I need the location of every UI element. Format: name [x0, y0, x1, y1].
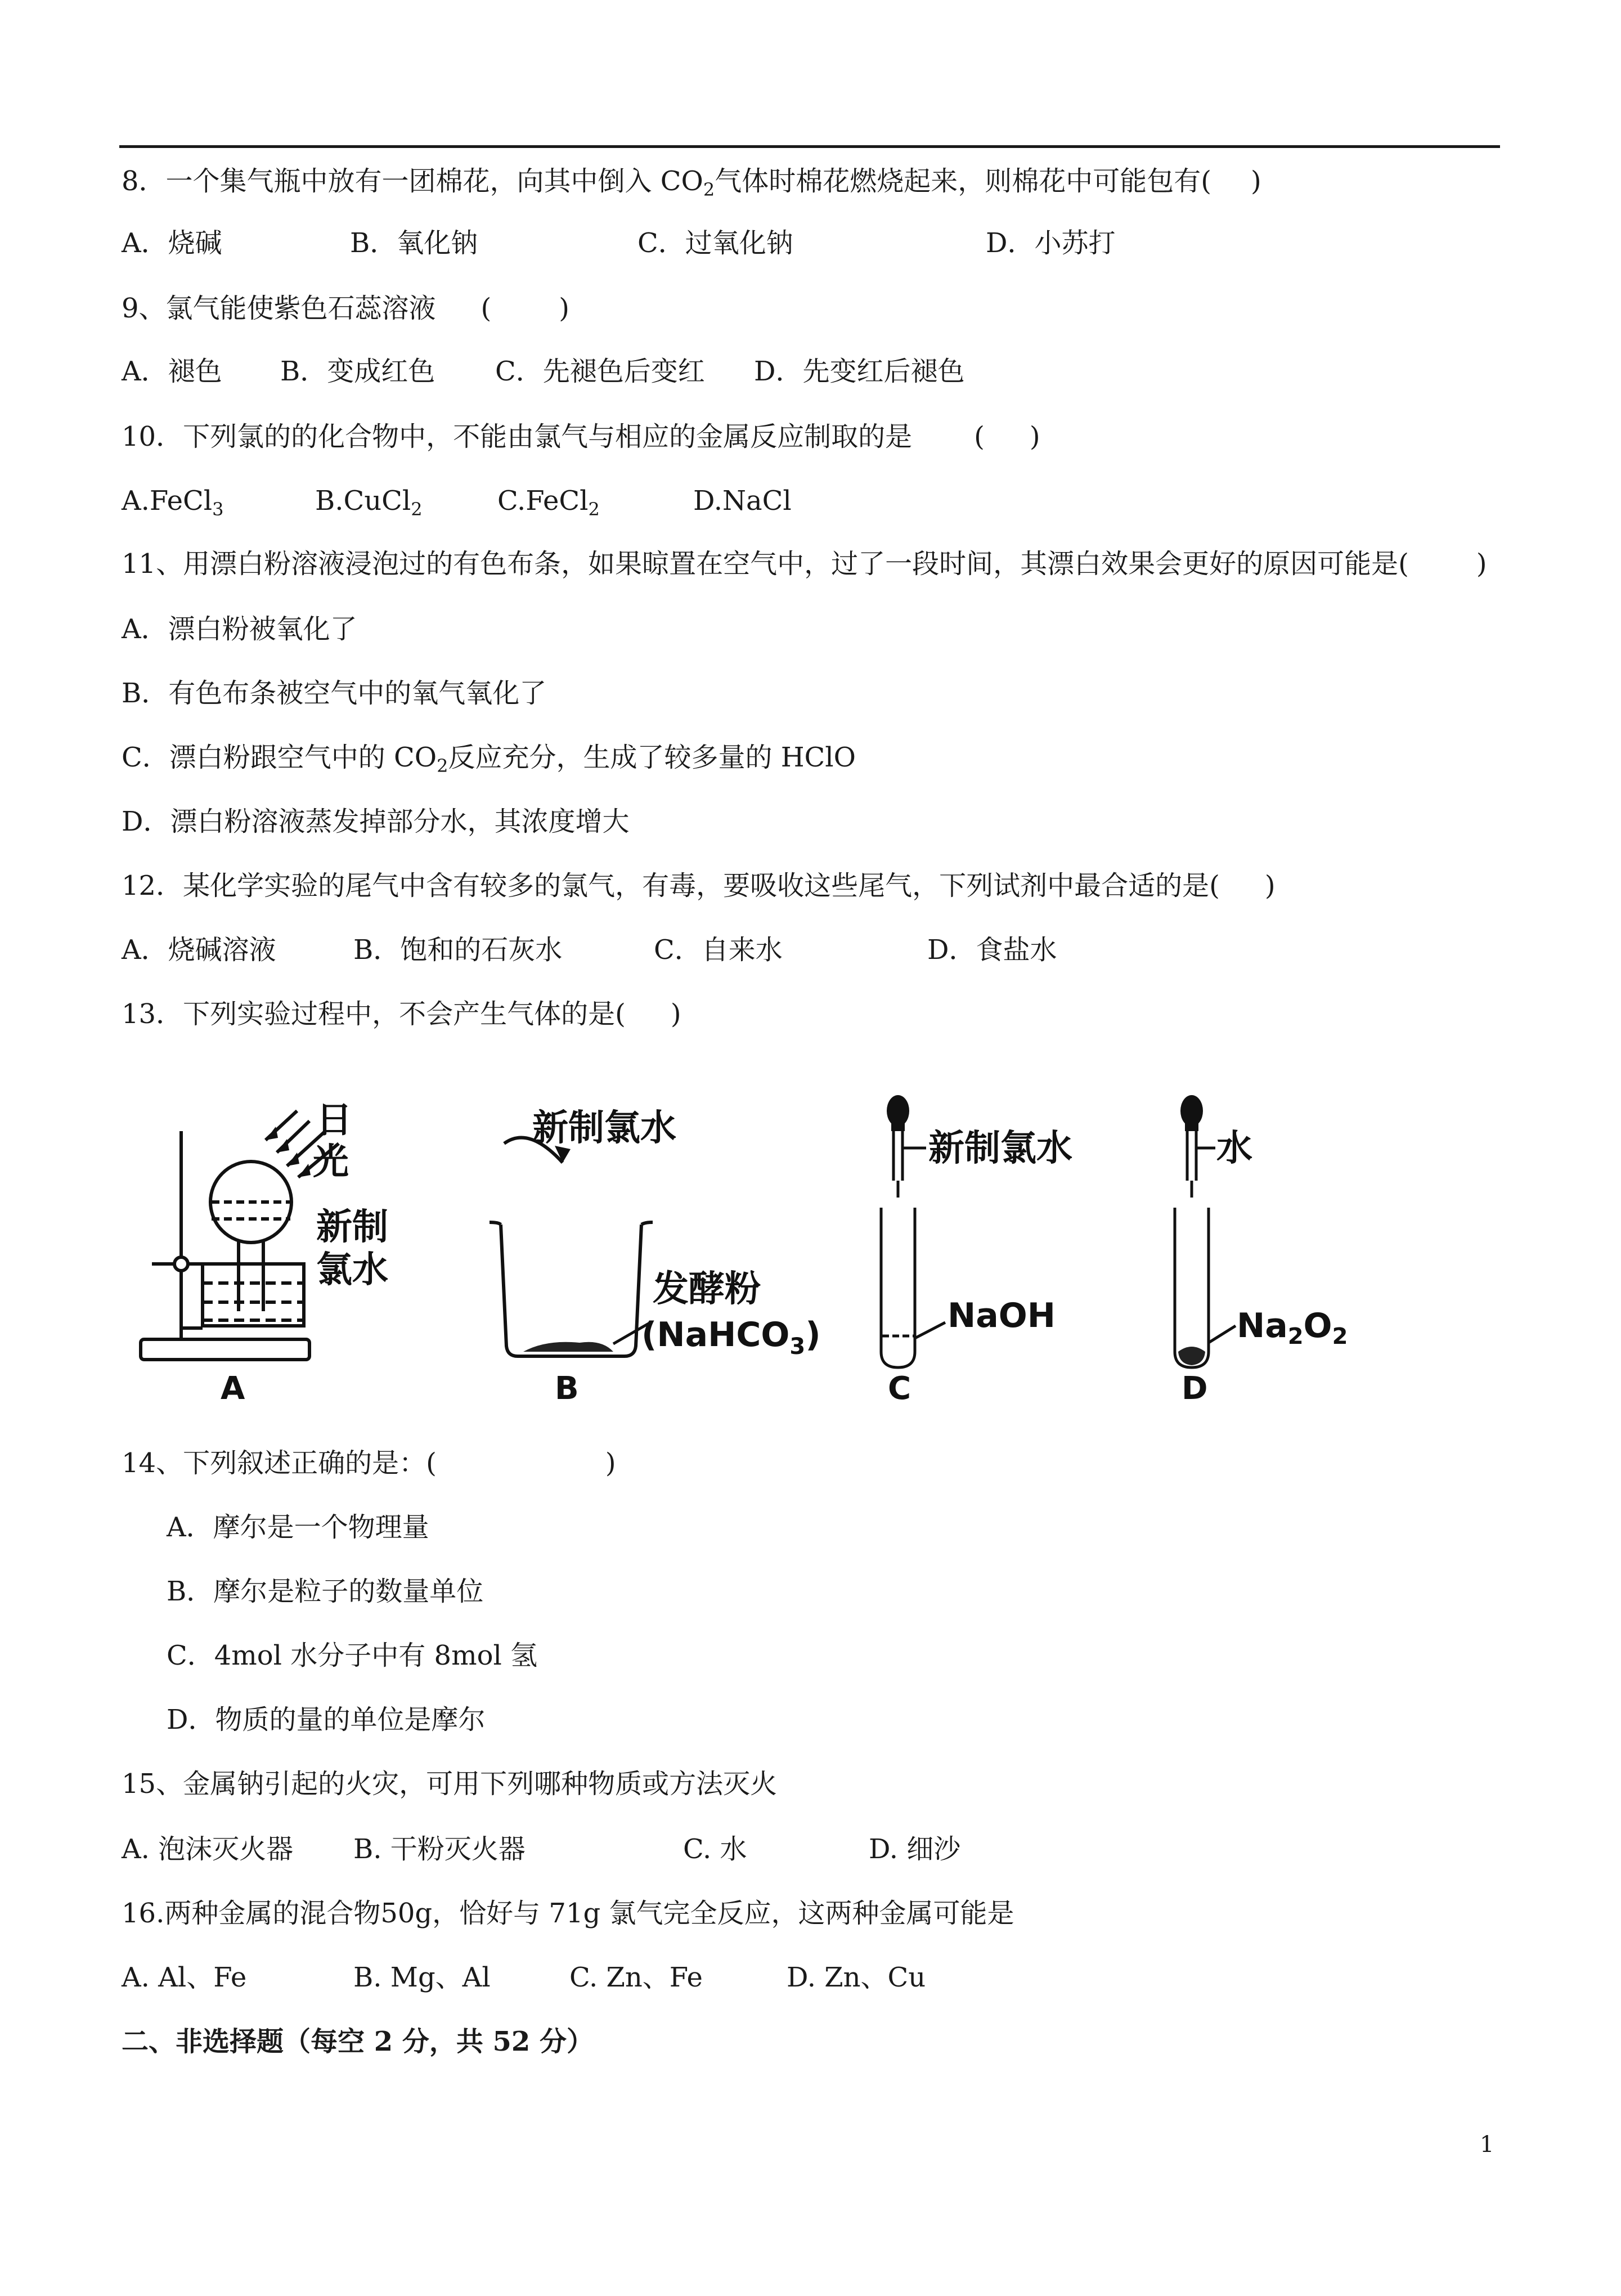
dropper-collar-c: [891, 1123, 905, 1131]
q11-option-b[interactable]: B．有色布条被空气中的氧气氧化了: [122, 678, 547, 709]
q12-option-d[interactable]: D．食盐水: [927, 934, 1057, 966]
b-label-chlorine-water: 新制氯水: [532, 1107, 676, 1149]
d-label-na2o2: $Na_2O_2$: [1237, 1306, 1348, 1349]
q8-option-c[interactable]: C．过氧化钠: [637, 227, 793, 259]
q16-option-a[interactable]: A. Al、Fe: [122, 1962, 247, 1993]
q11-option-d[interactable]: D．漂白粉溶液蒸发掉部分水，其浓度增大: [122, 806, 630, 837]
q9-option-c[interactable]: C．先褪色后变红: [495, 356, 705, 387]
q10-option-a[interactable]: A.FeCl$_3$: [122, 485, 224, 520]
q16-option-d[interactable]: D. Zn、Cu: [787, 1962, 926, 1993]
q8-option-b[interactable]: B．氧化钠: [350, 227, 478, 259]
section-2-heading: 二、非选择题（每空 2 分，共 52 分）: [122, 2026, 594, 2057]
q11-option-a[interactable]: A．漂白粉被氧化了: [122, 613, 357, 645]
dropper-bulb-c: [887, 1095, 909, 1127]
caption-c: C: [888, 1370, 911, 1407]
q16-option-c[interactable]: C. Zn、Fe: [569, 1962, 703, 1993]
q12-option-b[interactable]: B．饱和的石灰水: [353, 934, 563, 966]
q14-option-a[interactable]: A．摩尔是一个物理量: [167, 1512, 429, 1543]
q12-option-c[interactable]: C．自来水: [654, 934, 783, 966]
question-10-stem: 10．下列氯的的化合物中，不能由氯气与相应的金属反应制取的是 ( ): [122, 421, 1040, 452]
baking-powder-solid: [523, 1342, 613, 1352]
caption-b: B: [555, 1370, 579, 1407]
c-label-chlorine-water: 新制氯水: [928, 1128, 1072, 1169]
q10-option-b[interactable]: B.CuCl$_2$: [315, 485, 423, 520]
q15-option-c[interactable]: C. 水: [683, 1833, 747, 1865]
q9-option-a[interactable]: A．褪色: [122, 356, 222, 387]
apparatus-b: [490, 1138, 653, 1356]
b-label-nahco3: (NaHCO$_3$): [641, 1315, 821, 1360]
a-label-chlorine-water: 氯水: [316, 1249, 388, 1291]
q15-option-d[interactable]: D. 细沙: [869, 1833, 961, 1865]
question-11-stem: 11、用漂白粉溶液浸泡过的有色布条，如果晾置在空气中，过了一段时间，其漂白效果会更好的原因可能是( ): [122, 548, 1487, 580]
dropper-bulb-d: [1180, 1095, 1203, 1127]
q10-option-c[interactable]: C.FeCl$_2$: [497, 485, 600, 520]
header-rule: [119, 145, 1500, 148]
d-label-water: 水: [1216, 1128, 1252, 1169]
q12-option-a[interactable]: A．烧碱溶液: [122, 934, 276, 966]
question-12-stem: 12．某化学实验的尾气中含有较多的氯气，有毒，要吸收这些尾气，下列试剂中最合适的是( ): [122, 870, 1276, 902]
q9-option-b[interactable]: B．变成红色: [280, 356, 435, 387]
question-13-stem: 13．下列实验过程中，不会产生气体的是( ): [122, 998, 681, 1030]
q16-option-b[interactable]: B. Mg、Al: [353, 1962, 491, 1993]
b-label-baking-powder: 发酵粉: [653, 1268, 761, 1310]
q10-option-d[interactable]: D.NaCl: [693, 485, 792, 517]
sodium-peroxide-solid: [1178, 1347, 1205, 1365]
q14-option-b[interactable]: B．摩尔是粒子的数量单位: [167, 1576, 484, 1607]
q9-option-d[interactable]: D．先变红后褪色: [754, 356, 965, 387]
q11-option-c[interactable]: C．漂白粉跟空气中的 $CO_2$反应充分，生成了较多量的 HClO: [122, 742, 856, 777]
q15-option-a[interactable]: A. 泡沫灭火器: [122, 1833, 294, 1865]
experiment-figure: [118, 1092, 1412, 1407]
q8-option-d[interactable]: D．小苏打: [986, 227, 1116, 259]
dropper-collar-d: [1185, 1123, 1198, 1131]
a-label-sun-2: 光: [313, 1141, 349, 1183]
page-number: 1: [1480, 2132, 1494, 2158]
question-16-stem: 16.两种金属的混合物50g，恰好与 71g 氯气完全反应，这两种金属可能是: [122, 1898, 1014, 1929]
c-label-naoh: NaOH: [948, 1296, 1056, 1335]
q8-option-a[interactable]: A．烧碱: [122, 227, 222, 259]
q15-option-b[interactable]: B. 干粉灭火器: [353, 1833, 526, 1865]
question-9-stem: 9、氯气能使紫色石蕊溶液 ( ): [122, 293, 570, 324]
apparatus-a: [141, 1111, 339, 1360]
a-label-fresh: 新制: [316, 1207, 388, 1248]
caption-d: D: [1182, 1370, 1208, 1407]
question-8-stem: 8．一个集气瓶中放有一团棉花，向其中倒入 $CO_2$气体时棉花燃烧起来，则棉花中可能包有( ): [122, 165, 1261, 200]
q14-option-c[interactable]: C．4mol 水分子中有 8mol 氢: [167, 1640, 538, 1671]
question-15-stem: 15、金属钠引起的火灾，可用下列哪种物质或方法灭火: [122, 1768, 778, 1800]
question-14-stem: 14、下列叙述正确的是：( ): [122, 1447, 616, 1479]
caption-a: A: [221, 1370, 245, 1407]
q14-option-d[interactable]: D．物质的量的单位是摩尔: [167, 1704, 486, 1736]
a-label-sun-1: 日: [316, 1100, 352, 1141]
